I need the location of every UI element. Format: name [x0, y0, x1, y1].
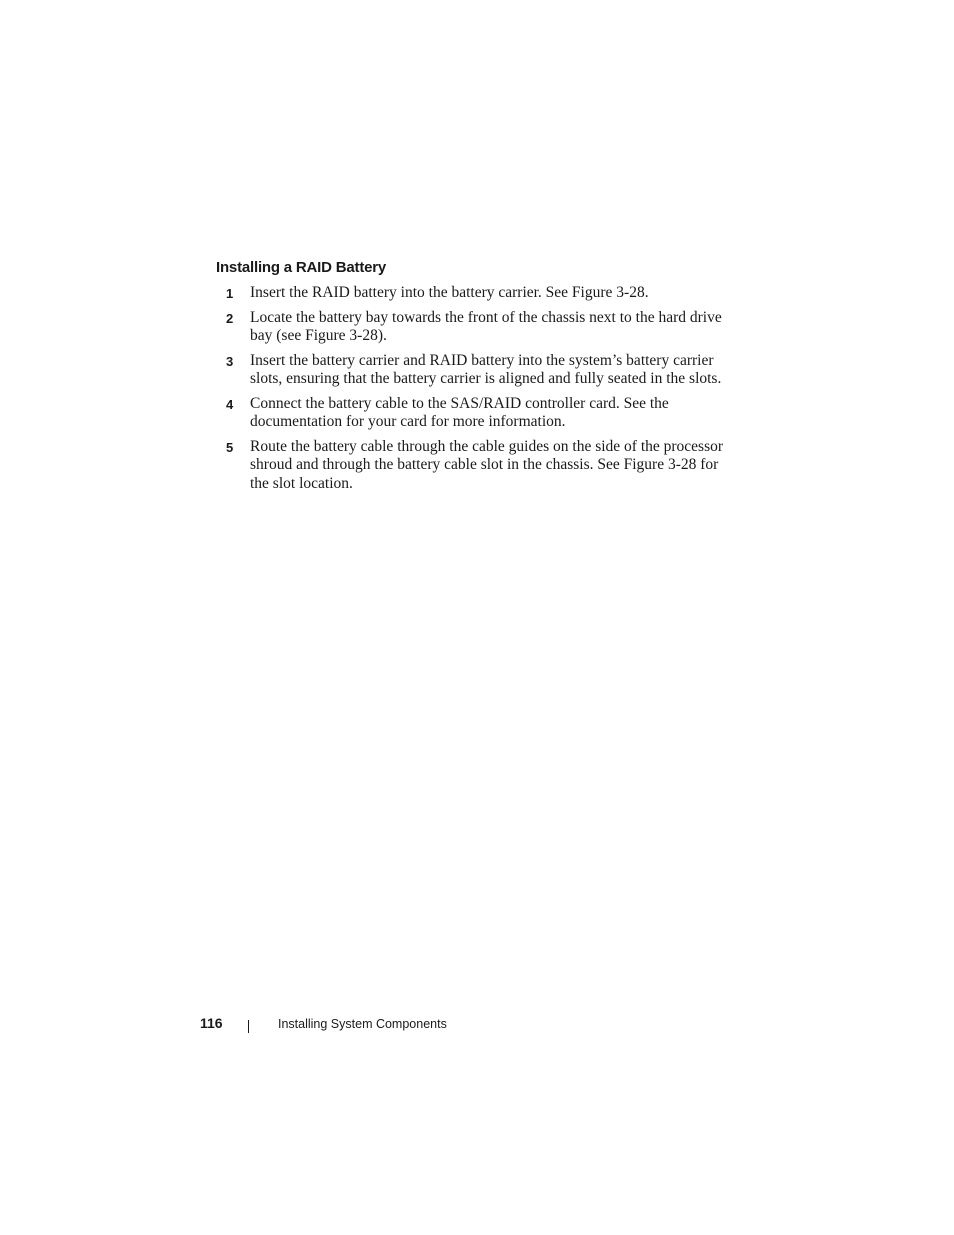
step-5 [226, 438, 726, 494]
step-1 [226, 284, 726, 303]
step-text: Route the battery cable through the cable guides on the side of the processor shroud and through the battery cable slot in the chassis. See Figure 3-28 for the slot location. [250, 437, 724, 492]
step-number: 3 [226, 353, 234, 369]
footer-divider [248, 1020, 249, 1033]
procedure-steps [226, 284, 726, 499]
step-number: 4 [226, 396, 234, 412]
step-number: 2 [226, 310, 234, 326]
section-heading: Installing a RAID Battery [216, 259, 387, 276]
page-number: 116 [200, 1015, 223, 1031]
step-2 [226, 309, 726, 346]
step-text: Connect the battery cable to the SAS/RAID controller card. See the documentation for your card for more information. [250, 394, 669, 430]
chapter-title: Installing System Components [278, 1017, 447, 1031]
page-footer [200, 1015, 600, 1035]
step-3 [226, 352, 726, 389]
step-4 [226, 395, 726, 432]
step-number: 1 [226, 286, 234, 301]
step-text: Insert the battery carrier and RAID battery into the system’s battery carrier slots, ensuring that the battery carrier is aligned and fully seated in the slots. [250, 351, 722, 387]
step-number: 5 [226, 439, 234, 455]
step-text: Locate the battery bay towards the front of the chassis next to the hard drive bay (see Figure 3-28). [250, 308, 722, 344]
step-text: Insert the RAID battery into the battery carrier. See Figure 3-28. [250, 284, 649, 301]
